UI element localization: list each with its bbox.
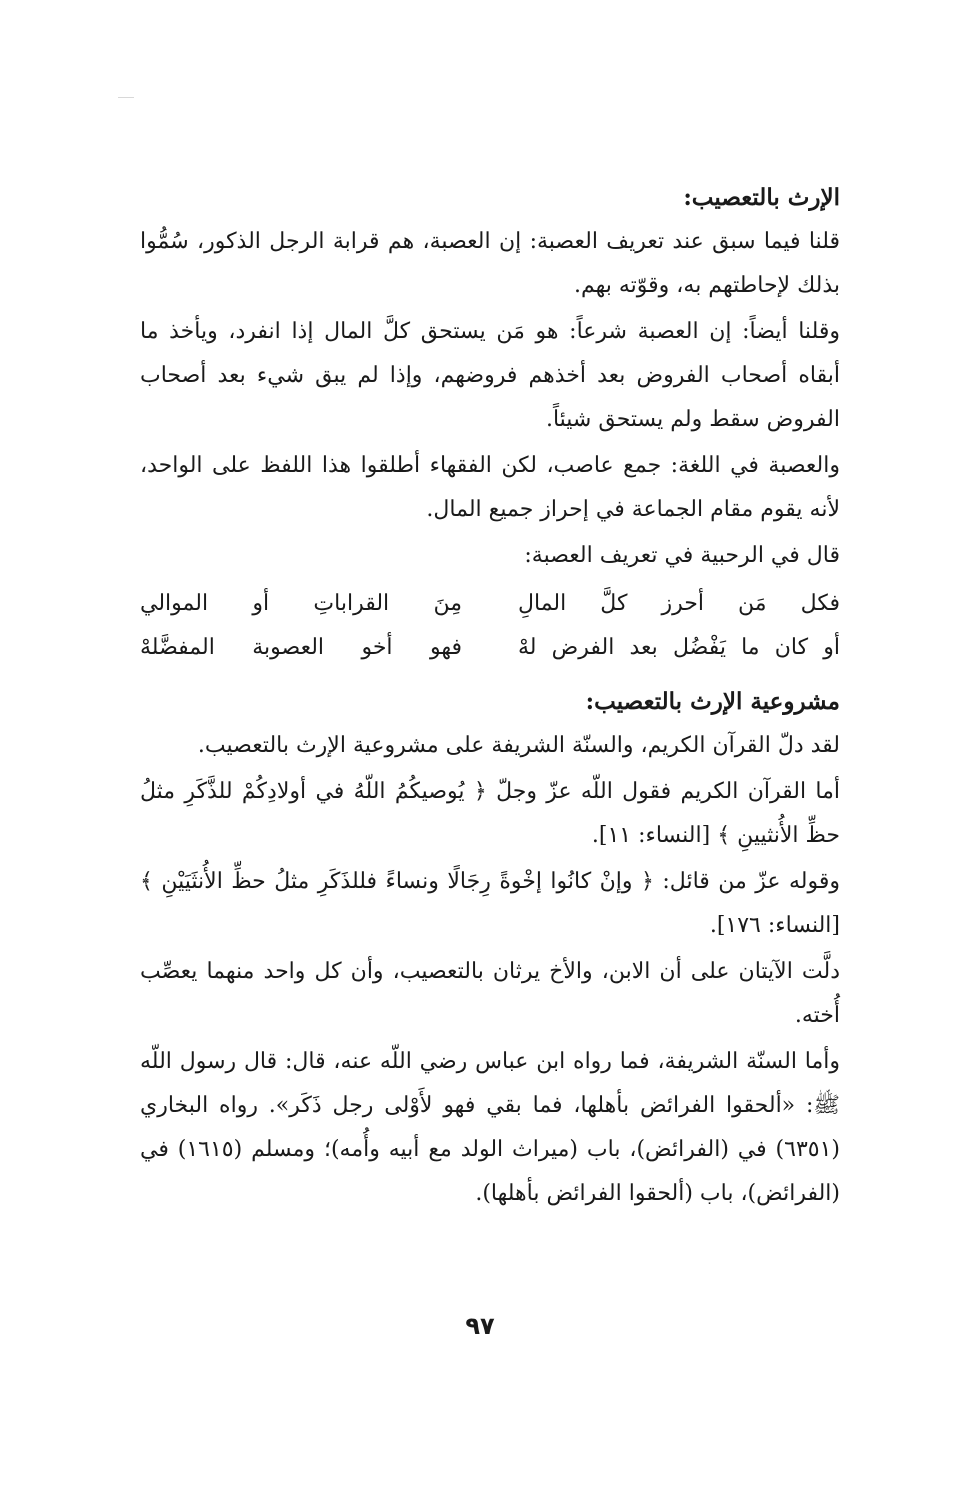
verse-2-second-hemistich: فهو أخو العصوبة المفضَّلهْ: [140, 635, 462, 660]
corner-mark: [118, 97, 134, 98]
verse-1-first-hemistich: فكل مَن أحرز كلَّ المالِ: [518, 591, 840, 616]
paragraph-quran-evidence-2: وقوله عزّ من قائل: ﴿ وإنْ كانُوا إخْوةً رِجَالًا ونساءً فللذَكَرِ مثلُ حظِّ الأُنثَيَيْنِ ﴾ [النساء: ١٧٦].: [140, 869, 840, 938]
verse-1-second-hemistich: مِنَ القراباتِ أو الموالي: [140, 591, 462, 616]
verse-line-1: [140, 582, 840, 626]
paragraph-sunnah-evidence: وأما السنّة الشريفة، فما رواه ابن عباس رضي اللّه عنه، قال: قال رسول اللّه ﷺ: «ألحقوا الفرائض بأهلها، فما بقي فهو لأَوْلى رجل ذَكَر». رواه البخاري (٦٣٥١) في (الفرائض)، باب (ميراث الولد مع أبيه وأُمه)؛ ومسلم (١٦١٥) في (الفرائض)، باب (ألحقوا الفرائض بأهلها).: [140, 1049, 840, 1206]
section-heading-legitimacy: مشروعية الإرث بالتعصيب:: [585, 688, 840, 715]
paragraph-rahbiyya-intro: قال في الرحبية في تعريف العصبة:: [524, 543, 840, 568]
paragraph-sharia-definition: وقلنا أيضاً: إن العصبة شرعاً: هو مَن يستحق كلَّ المال إذا انفرد، ويأخذ ما أبقاه أصحاب الفروض بعد أخذهم فروضهم، وإذا لم يبق شيء بعد أصحاب الفروض سقط ولم يستحق شيئاً.: [140, 319, 840, 432]
paragraph-definition-recall: قلنا فيما سبق عند تعريف العصبة: إن العصبة، هم قرابة الرجل الذكور، سُمُّوا بذلك لإحاطتهم به، وقوّته بهم.: [140, 229, 840, 298]
paragraph-linguistic-definition: والعصبة في اللغة: جمع عاصب، لكن الفقهاء أطلقوا هذا اللفظ على الواحد، لأنه يقوم مقام الجماعة في إحراز جميع المال.: [140, 453, 840, 522]
page-body: [140, 176, 840, 1218]
verse-2-first-hemistich: أو كان ما يَفْضُل بعد الفرض لهْ: [518, 635, 840, 660]
paragraph-verses-indication: دلَّت الآيتان على أن الابن، والأخ يرثان بالتعصيب، وأن كل واحد منهما يعصِّب أُخته.: [140, 959, 840, 1028]
paragraph-evidence-intro: لقد دلّ القرآن الكريم، والسنّة الشريفة على مشروعية الإرث بالتعصيب.: [197, 733, 840, 758]
poem-verses: [140, 582, 840, 670]
paragraph-quran-evidence-1: أما القرآن الكريم فقول اللّه عزّ وجلّ ﴿ يُوصيكُمُ اللّهُ في أولادِكُمْ للذَّكَرِ مثلُ حظِّ الأُنثيينِ ﴾ [النساء: ١١].: [140, 779, 840, 848]
verse-line-2: [140, 626, 840, 670]
page-number: ٩٧: [465, 1312, 495, 1340]
section-heading-inheritance-by-taasib: الإرث بالتعصيب:: [683, 184, 840, 211]
